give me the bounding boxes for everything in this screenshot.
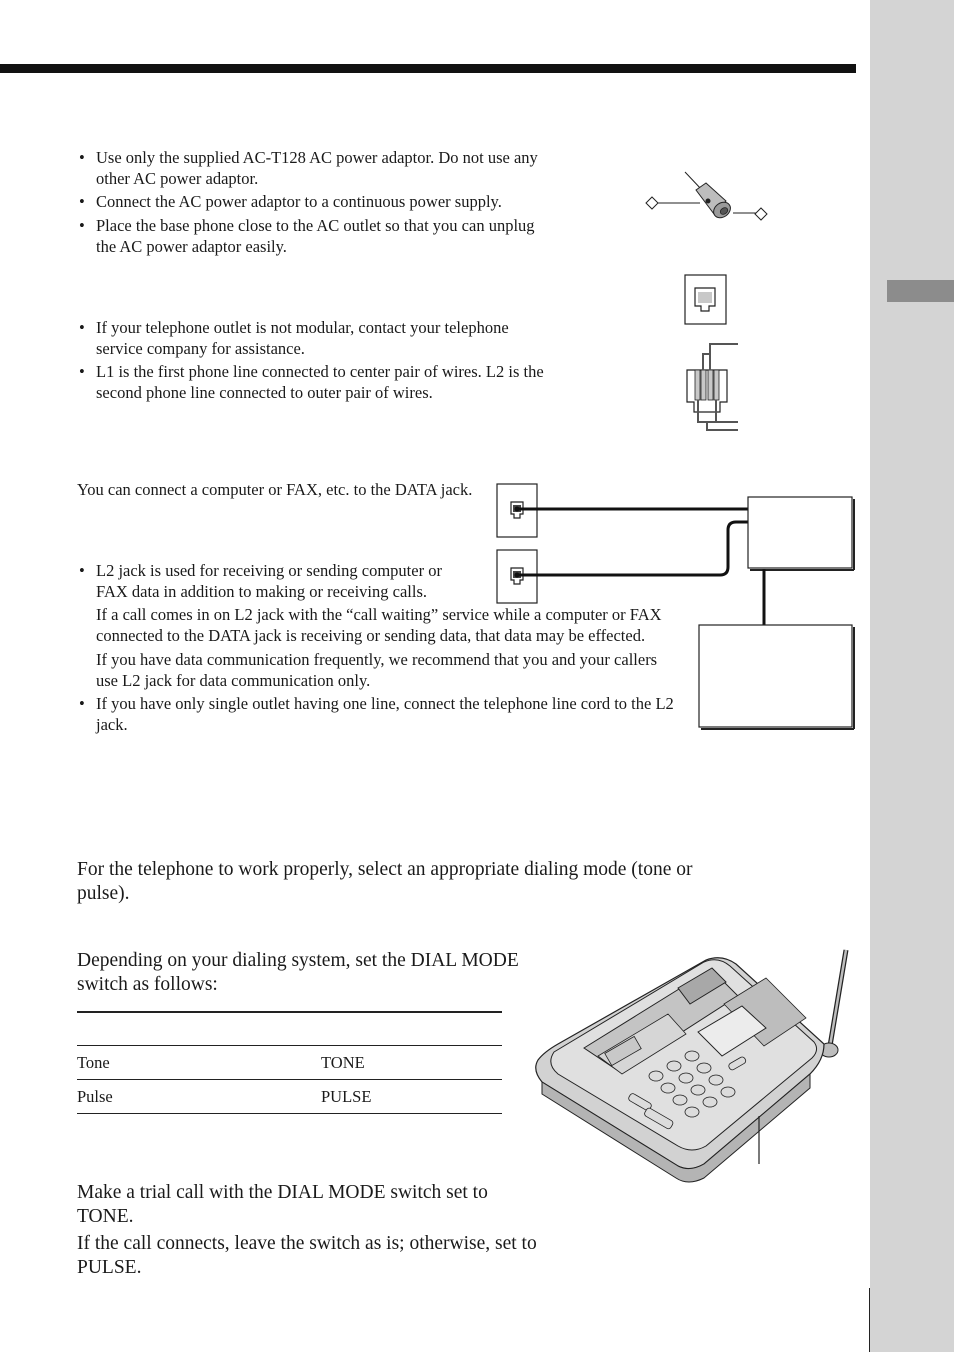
table-cell: TONE xyxy=(321,1046,502,1080)
fax-box xyxy=(699,625,852,727)
table-cell: Pulse xyxy=(77,1080,321,1114)
wire-pairs-illustration xyxy=(682,340,742,435)
table-row xyxy=(77,1046,502,1080)
chapter-marker xyxy=(887,280,954,302)
trial-result-text: If the call connects, leave the switch as is; otherwise, set to PULSE. xyxy=(77,1233,537,1278)
list-item: • Place the base phone close to the AC outlet so that you can unplug the AC power adaptor easily. xyxy=(77,216,552,257)
base-phone-illustration xyxy=(528,948,858,1173)
dialing-intro: For the telephone to work properly, select an appropriate dialing mode (tone or pulse). xyxy=(77,859,693,904)
list-item: If you have data communication frequently, we recommend that you and your callers use L2 jack for data communication only. xyxy=(96,649,658,690)
list-item: • Connect the AC power adaptor to a continuous power supply. xyxy=(77,192,552,213)
table-row xyxy=(77,1080,502,1114)
computer-box xyxy=(748,497,852,568)
modular-jack-icon xyxy=(684,274,728,326)
ac-plug-illustration xyxy=(640,168,775,228)
table-cell: Tone xyxy=(77,1046,321,1080)
list-item: • L2 jack is used for receiving or sending computer or FAX data in addition to making or receiving calls. xyxy=(77,561,466,602)
list-item: If a call comes in on L2 jack with the “call waiting” service while a computer or FAX connected to the DATA jack is receiving or sending data, that data may be effected. xyxy=(96,605,662,646)
data-jack-intro: You can connect a computer or FAX, etc. to the DATA jack. xyxy=(77,480,473,499)
page-edge-line xyxy=(869,1288,870,1352)
dial-mode-instruction: Depending on your dialing system, set the DIAL MODE switch as follows: xyxy=(77,950,519,995)
table-cell: PULSE xyxy=(321,1080,502,1114)
data-jack-notes xyxy=(77,561,677,739)
header-rule xyxy=(0,64,856,73)
list-item: • If your telephone outlet is not modular, contact your telephone service company for assistance. xyxy=(77,318,547,359)
list-item: • L1 is the first phone line connected to center pair of wires. L2 is the second phone line connected to outer pair of wires. xyxy=(77,362,547,403)
table-header-cell xyxy=(77,1012,321,1046)
list-item: • Use only the supplied AC-T128 AC power adaptor. Do not use any other AC power adaptor. xyxy=(77,148,552,189)
table-header-row xyxy=(77,1012,502,1046)
power-adaptor-notes xyxy=(77,148,552,261)
side-tab xyxy=(870,0,954,1352)
dial-mode-table xyxy=(77,1011,502,1114)
table-header-cell xyxy=(321,1012,502,1046)
trial-call-text: Make a trial call with the DIAL MODE switch set to TONE. xyxy=(77,1182,488,1227)
list-item: • If you have only single outlet having one line, connect the telephone line cord to the L2 jack. xyxy=(77,694,677,735)
line-notes xyxy=(77,318,547,407)
